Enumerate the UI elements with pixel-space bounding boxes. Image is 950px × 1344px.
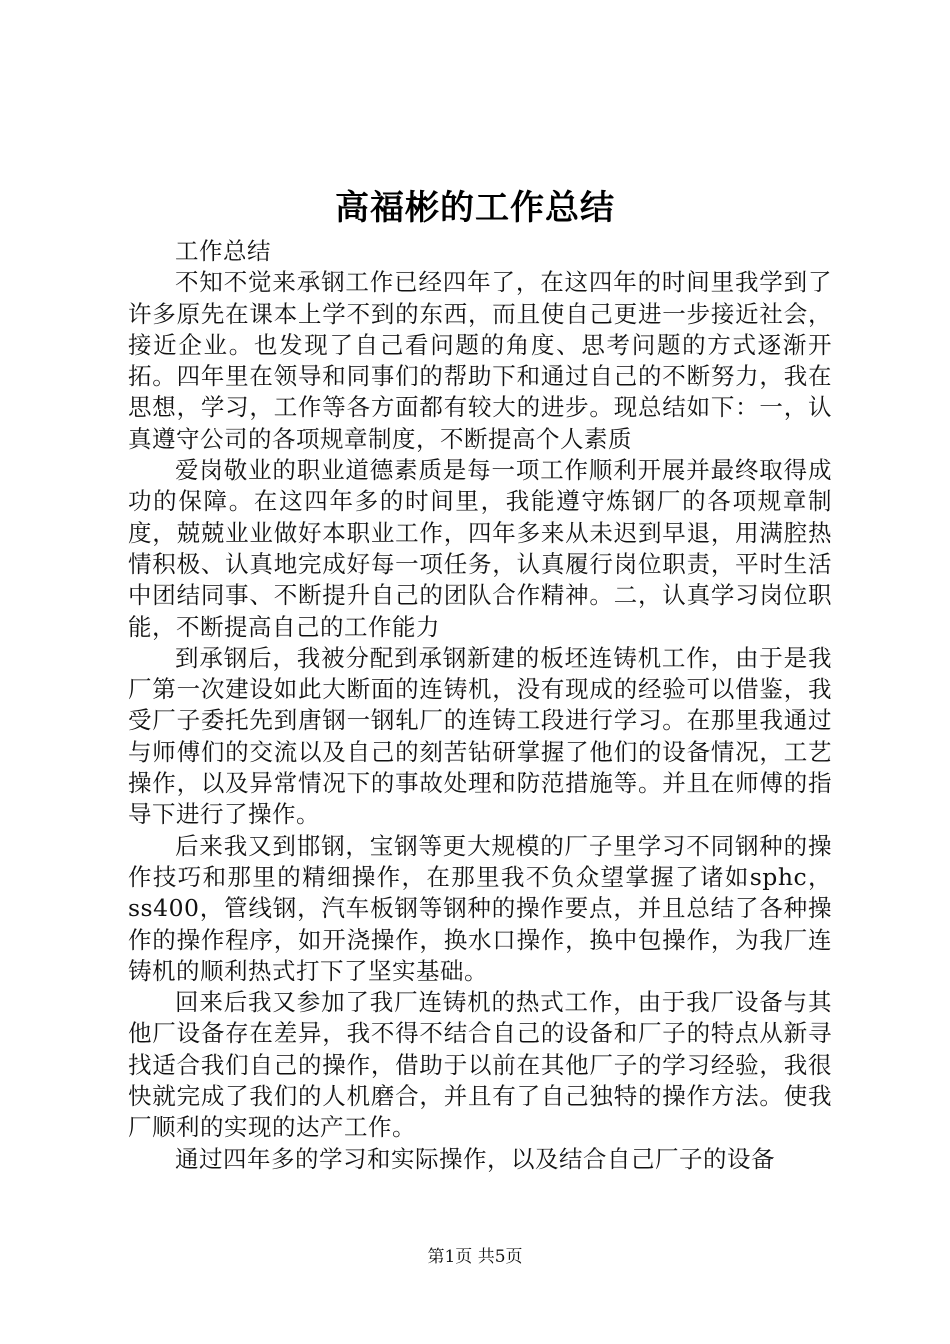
document-body <box>128 236 832 1175</box>
paragraph: 后来我又到邯钢，宝钢等更大规模的厂子里学习不同钢种的操作技巧和那里的精细操作，在那里我不负众望掌握了诸如sphc，ss400，管线钢，汽车板钢等钢种的操作要点，并且总结了各种操作的操作程序，如开浇操作，换水口操作，换中包操作，为我厂连铸机的顺利热式打下了坚实基础。 <box>128 831 832 985</box>
paragraph: 爱岗敬业的职业道德素质是每一项工作顺利开展并最终取得成功的保障。在这四年多的时间里，我能遵守炼钢厂的各项规章制度，兢兢业业做好本职业工作，四年多来从未迟到早退，用满腔热情积极、认真地完成好每一项任务，认真履行岗位职责，平时生活中团结同事、不断提升自己的团队合作精神。二，认真学习岗位职能，不断提高自己的工作能力 <box>128 456 832 641</box>
paragraph-heading: 工作总结 <box>175 237 271 265</box>
paragraph: 不知不觉来承钢工作已经四年了，在这四年的时间里我学到了许多原先在课本上学不到的东西，而且使自己更进一步接近社会，接近企业。也发现了自己看问题的角度、思考问题的方式逐渐开拓。四年里在领导和同事们的帮助下和通过自己的不断努力，我在思想，学习，工作等各方面都有较大的进步。现总结如下：一，认真遵守公司的各项规章制度，不断提高个人素质 <box>128 268 832 453</box>
paragraph: 回来后我又参加了我厂连铸机的热式工作，由于我厂设备与其他厂设备存在差异，我不得不结合自己的设备和厂子的特点从新寻找适合我们自己的操作，借助于以前在其他厂子的学习经验，我很快就完成了我们的人机磨合，并且有了自己独特的操作方法。使我厂顺利的实现的达产工作。 <box>128 988 832 1142</box>
paragraph: 通过四年多的学习和实际操作，以及结合自己厂子的设备 <box>175 1144 775 1173</box>
document-title: 高福彬的工作总结 <box>335 188 615 228</box>
paragraph: 到承钢后，我被分配到承钢新建的板坯连铸机工作，由于是我厂第一次建设如此大断面的连铸机，没有现成的经验可以借鉴，我受厂子委托先到唐钢一钢轧厂的连铸工段进行学习。在那里我通过与师傅们的交流以及自己的刻苦钻研掌握了他们的设备情况，工艺操作，以及异常情况下的事故处理和防范措施等。并且在师傅的指导下进行了操作。 <box>128 643 832 829</box>
page-number-footer: 第1页 共5页 <box>427 1247 523 1267</box>
